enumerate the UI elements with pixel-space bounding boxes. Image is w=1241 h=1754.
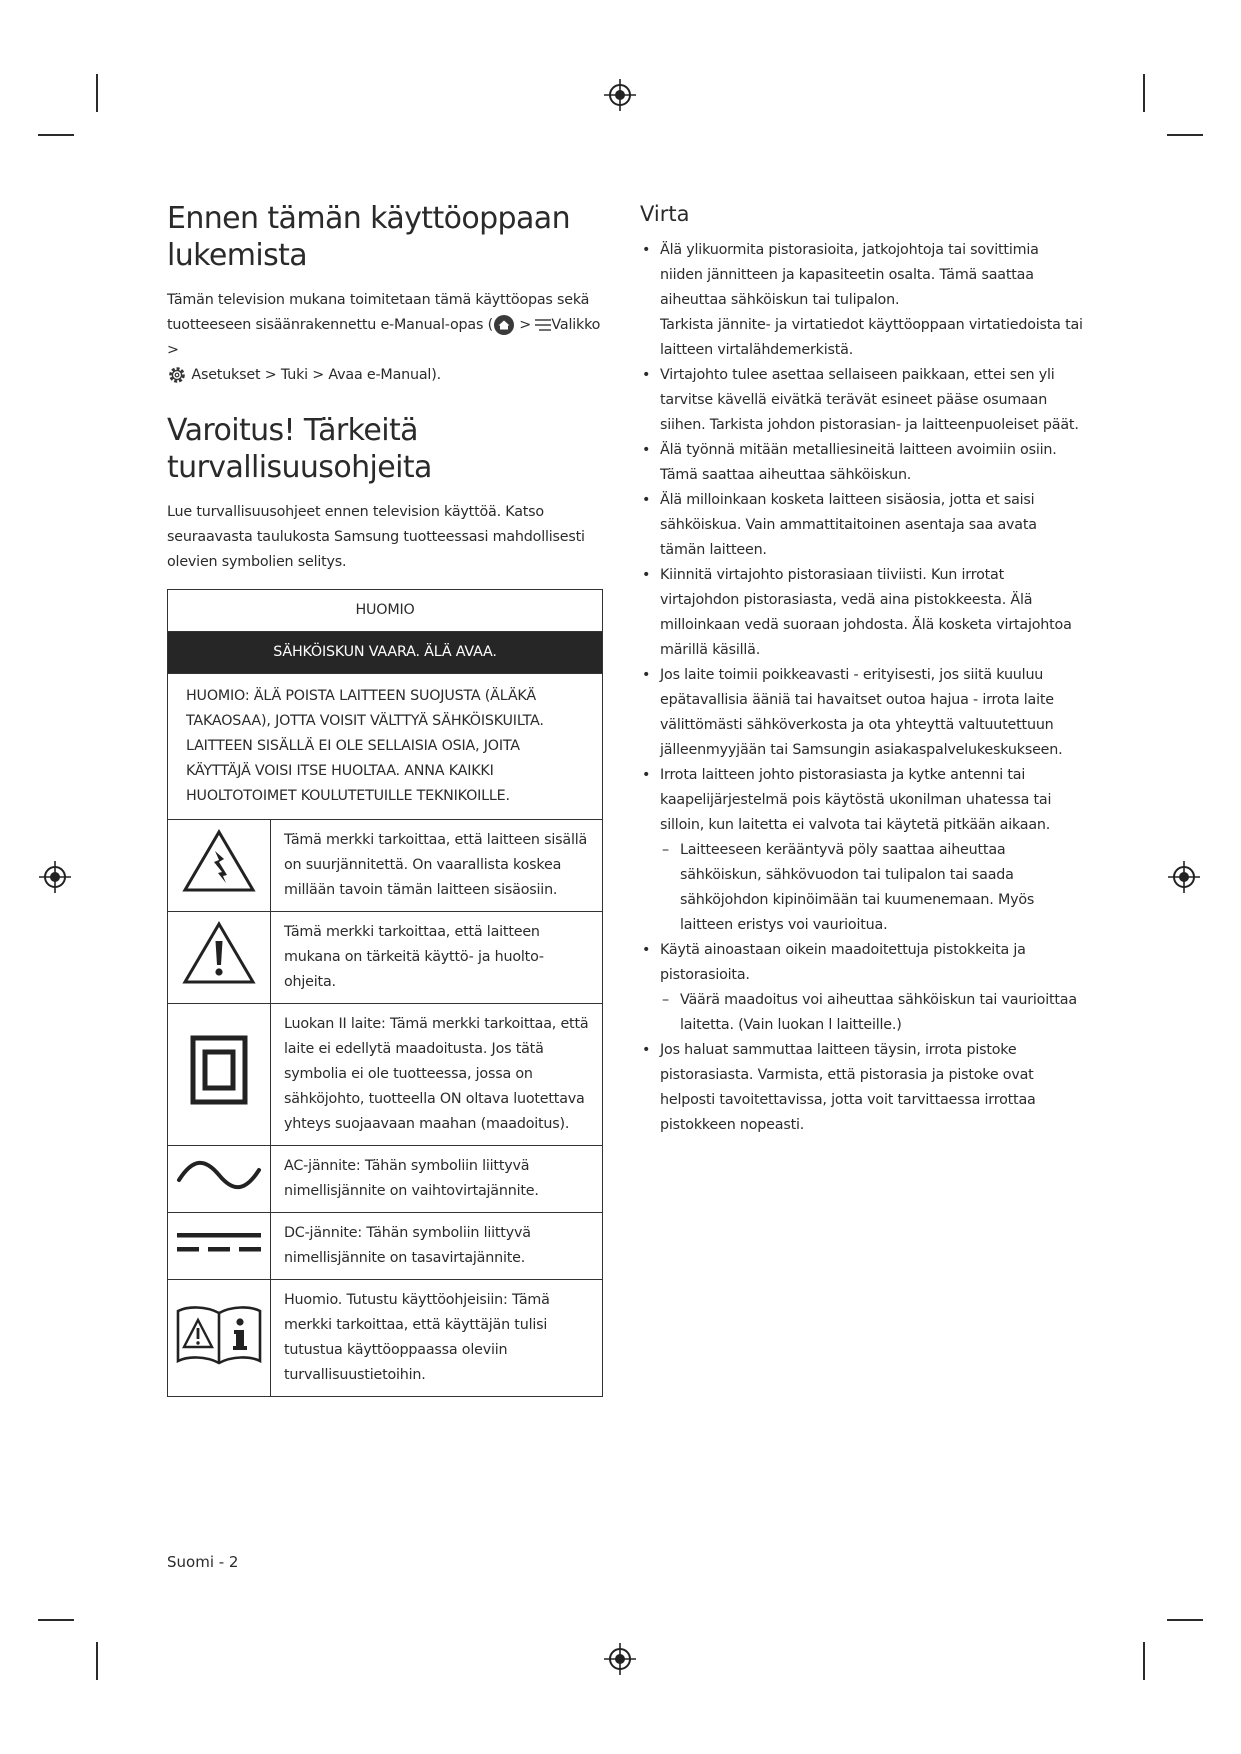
list-item-subnote: – Laitteeseen kerääntyvä pöly saattaa aiheuttaa sähköiskun, sähkövuodon tai tulipalon tai saada sähköjohdon kipinöimään tai kuumenemaan. Myös laitteen eristys voi vaurioitua. — [660, 838, 1085, 938]
menu-label: Valikko — [551, 317, 601, 333]
list-item — [640, 1038, 1085, 1138]
table-row — [168, 1004, 603, 1146]
section-title-safety: Varoitus! Tärkeitä turvallisuusohjeita — [167, 413, 432, 485]
table-row — [168, 1280, 603, 1397]
path-separator: > — [167, 342, 179, 358]
left-column — [167, 200, 607, 1397]
list-item-text: Älä milloinkaan kosketa laitteen sisäosia, jotta et saisi sähköiskua. Vain ammattitaitoinen asentaja saa avata tämän laitteen. — [660, 492, 1037, 558]
crop-mark — [1143, 1642, 1145, 1680]
list-item — [640, 663, 1085, 763]
list-item-note: Tarkista jännite- ja virtatiedot käyttöoppaan virtatiedoista tai laitteen virtalähdemerkistä. — [660, 317, 1083, 358]
table-caution-text: HUOMIO: ÄLÄ POISTA LAITTEEN SUOJUSTA (ÄLÄKÄ TAKAOSAA), JOTTA VOISIT VÄLTTYÄ SÄHKÖISKUILTA. LAITTEEN SISÄLLÄ EI OLE SELLAISIA OSIA, JOITA KÄYTTÄJÄ VOISI ITSE HUOLTAA. ANNA KAIKKI HUOLTOTOIMET KOULUTETUILLE TEKNIKOILLE. — [168, 674, 603, 820]
crop-mark — [96, 1642, 98, 1680]
menu-icon — [535, 318, 551, 332]
list-item-text: Jos laite toimii poikkeavasti - erityisesti, jos siitä kuuluu epätavallisia ääniä tai havaitset outoa hajua - irrota laite välittömästi sähköverkosta ja ota yhteyttä valtuutettuun jälleenmyyjään tai Samsungin asiakaspalvelukeskukseen. — [660, 667, 1063, 758]
table-row — [168, 820, 603, 912]
manual-book-icon — [174, 1303, 264, 1365]
crop-mark — [1167, 134, 1203, 136]
power-safety-list — [640, 238, 1085, 1138]
list-item-text: Virtajohto tulee asettaa sellaiseen paikkaan, ettei sen yli tarvitse kävellä eivätkä terävät esineet pääse osumaan siihen. Tarkista johdon pistorasian- ja laitteenpuoleiset päät. — [660, 367, 1079, 433]
registration-mark-icon — [38, 860, 72, 894]
list-item — [640, 363, 1085, 438]
list-item — [640, 488, 1085, 563]
crop-mark — [38, 134, 74, 136]
home-icon — [493, 314, 515, 336]
registration-mark-icon — [603, 1642, 637, 1676]
open-emanual-label: Avaa e-Manual — [328, 367, 432, 383]
crop-mark — [38, 1619, 74, 1621]
list-item — [640, 763, 1085, 938]
table-row — [168, 1146, 603, 1213]
list-item-subnote: – Väärä maadoitus voi aiheuttaa sähköiskun tai vaurioittaa laitetta. (Vain luokan l laitteille.) — [660, 988, 1085, 1038]
safety-symbols-table — [167, 589, 603, 1397]
list-item-text: Jos haluat sammuttaa laitteen täysin, irrota pistoke pistorasiasta. Varmista, että pistorasia ja pistoke ovat helposti tavoitettavissa, jotta voit tarvittaessa irrottaa pistokkeen nopeasti. — [660, 1042, 1036, 1133]
symbol-cell — [168, 1146, 271, 1213]
list-item-text: Älä ylikuormita pistorasioita, jatkojohtoja tai sovittimia niiden jännitteen ja kapasiteetin osalta. Tämä saattaa aiheuttaa sähköiskun tai tulipalon. — [660, 242, 1039, 308]
intro-tail: ). — [431, 367, 441, 383]
symbol-description: Tämä merkki tarkoittaa, että laitteen mukana on tärkeitä käyttö- ja huolto-ohjeita. — [271, 912, 603, 1004]
symbol-description: DC-jännite: Tähän symboliin liittyvä nimellisjännite on tasavirtajännite. — [271, 1213, 603, 1280]
list-item — [640, 238, 1085, 363]
list-item-text: Kiinnitä virtajohto pistorasiaan tiiviisti. Kun irrotat virtajohdon pistorasiasta, vedä aina pistokkeesta. Älä milloinkaan vedä suoraan johdosta. Älä kosketa virtajohtoa märillä käsillä. — [660, 567, 1072, 658]
section-title-power: Virta — [640, 202, 690, 226]
gear-icon — [167, 365, 187, 385]
symbol-description: Luokan II laite: Tämä merkki tarkoittaa, että laite ei edellytä maadoitusta. Jos tätä symbolia ei ole tuotteessa, jossa on sähköjohto, tuotteella ON oltava luotettava yhteys suojaavaan maahan (maadoitus). — [271, 1004, 603, 1146]
crop-mark — [96, 74, 98, 112]
list-item — [640, 938, 1085, 1038]
settings-label: Asetukset — [191, 367, 261, 383]
symbol-cell — [168, 1280, 271, 1397]
right-column — [640, 200, 1085, 1138]
path-separator: > — [514, 317, 536, 333]
list-item-text: Käytä ainoastaan oikein maadoitettuja pistokkeita ja pistorasioita. — [660, 942, 1026, 983]
path-separator: > — [307, 367, 329, 383]
table-row — [168, 1213, 603, 1280]
section-title-before-reading: Ennen tämän käyttöoppaan lukemista — [167, 201, 570, 273]
symbol-cell — [168, 1213, 271, 1280]
page-number: Suomi - 2 — [167, 1553, 239, 1571]
symbol-description: Tämä merkki tarkoittaa, että laitteen sisällä on suurjännitettä. On vaarallista koskea millään tavoin tämän laitteen sisäosiin. — [271, 820, 603, 912]
table-danger-banner: SÄHKÖISKUN VAARA. ÄLÄ AVAA. — [168, 632, 603, 674]
symbol-description: AC-jännite: Tähän symboliin liittyvä nimellisjännite on vaihtovirtajännite. — [271, 1146, 603, 1213]
list-item-text: Älä työnnä mitään metalliesineitä laitteen avoimiin osiin. Tämä saattaa aiheuttaa sähköiskun. — [660, 442, 1057, 483]
exclamation-triangle-icon — [182, 921, 256, 985]
list-item — [640, 563, 1085, 663]
double-square-icon — [190, 1035, 248, 1105]
dc-lines-icon — [175, 1227, 263, 1257]
symbol-description: Huomio. Tutustu käyttöohjeisiin: Tämä merkki tarkoittaa, että käyttäjän tulisi tutustua käyttöoppaassa oleviin turvallisuustietoihin. — [271, 1280, 603, 1397]
support-label: Tuki — [280, 367, 308, 383]
symbol-cell — [168, 912, 271, 1004]
list-item-text: Irrota laitteen johto pistorasiasta ja kytke antenni tai kaapelijärjestelmä pois käytöstä ukonilman uhatessa tai silloin, kun laitetta ei valvota tai käytetä pitkään aikaan. — [660, 767, 1052, 833]
safety-intro-paragraph: Lue turvallisuusohjeet ennen television käyttöä. Katso seuraavasta taulukosta Samsung tuotteessasi mahdollisesti olevien symbolien selitys. — [167, 504, 585, 570]
crop-mark — [1143, 74, 1145, 112]
crop-mark — [1167, 1619, 1203, 1621]
registration-mark-icon — [1167, 860, 1201, 894]
intro-paragraph — [167, 288, 607, 388]
lightning-triangle-icon — [182, 829, 256, 893]
ac-wave-icon — [175, 1160, 263, 1190]
registration-mark-icon — [603, 78, 637, 112]
table-row — [168, 912, 603, 1004]
table-header-caution: HUOMIO — [168, 590, 603, 632]
symbol-cell — [168, 820, 271, 912]
symbol-cell — [168, 1004, 271, 1146]
intro-text: Tämän television mukana toimitetaan tämä käyttöopas sekä tuotteeseen sisäänrakennettu e-Manual-opas ( — [167, 292, 590, 333]
list-item — [640, 438, 1085, 488]
path-separator: > — [260, 367, 281, 383]
